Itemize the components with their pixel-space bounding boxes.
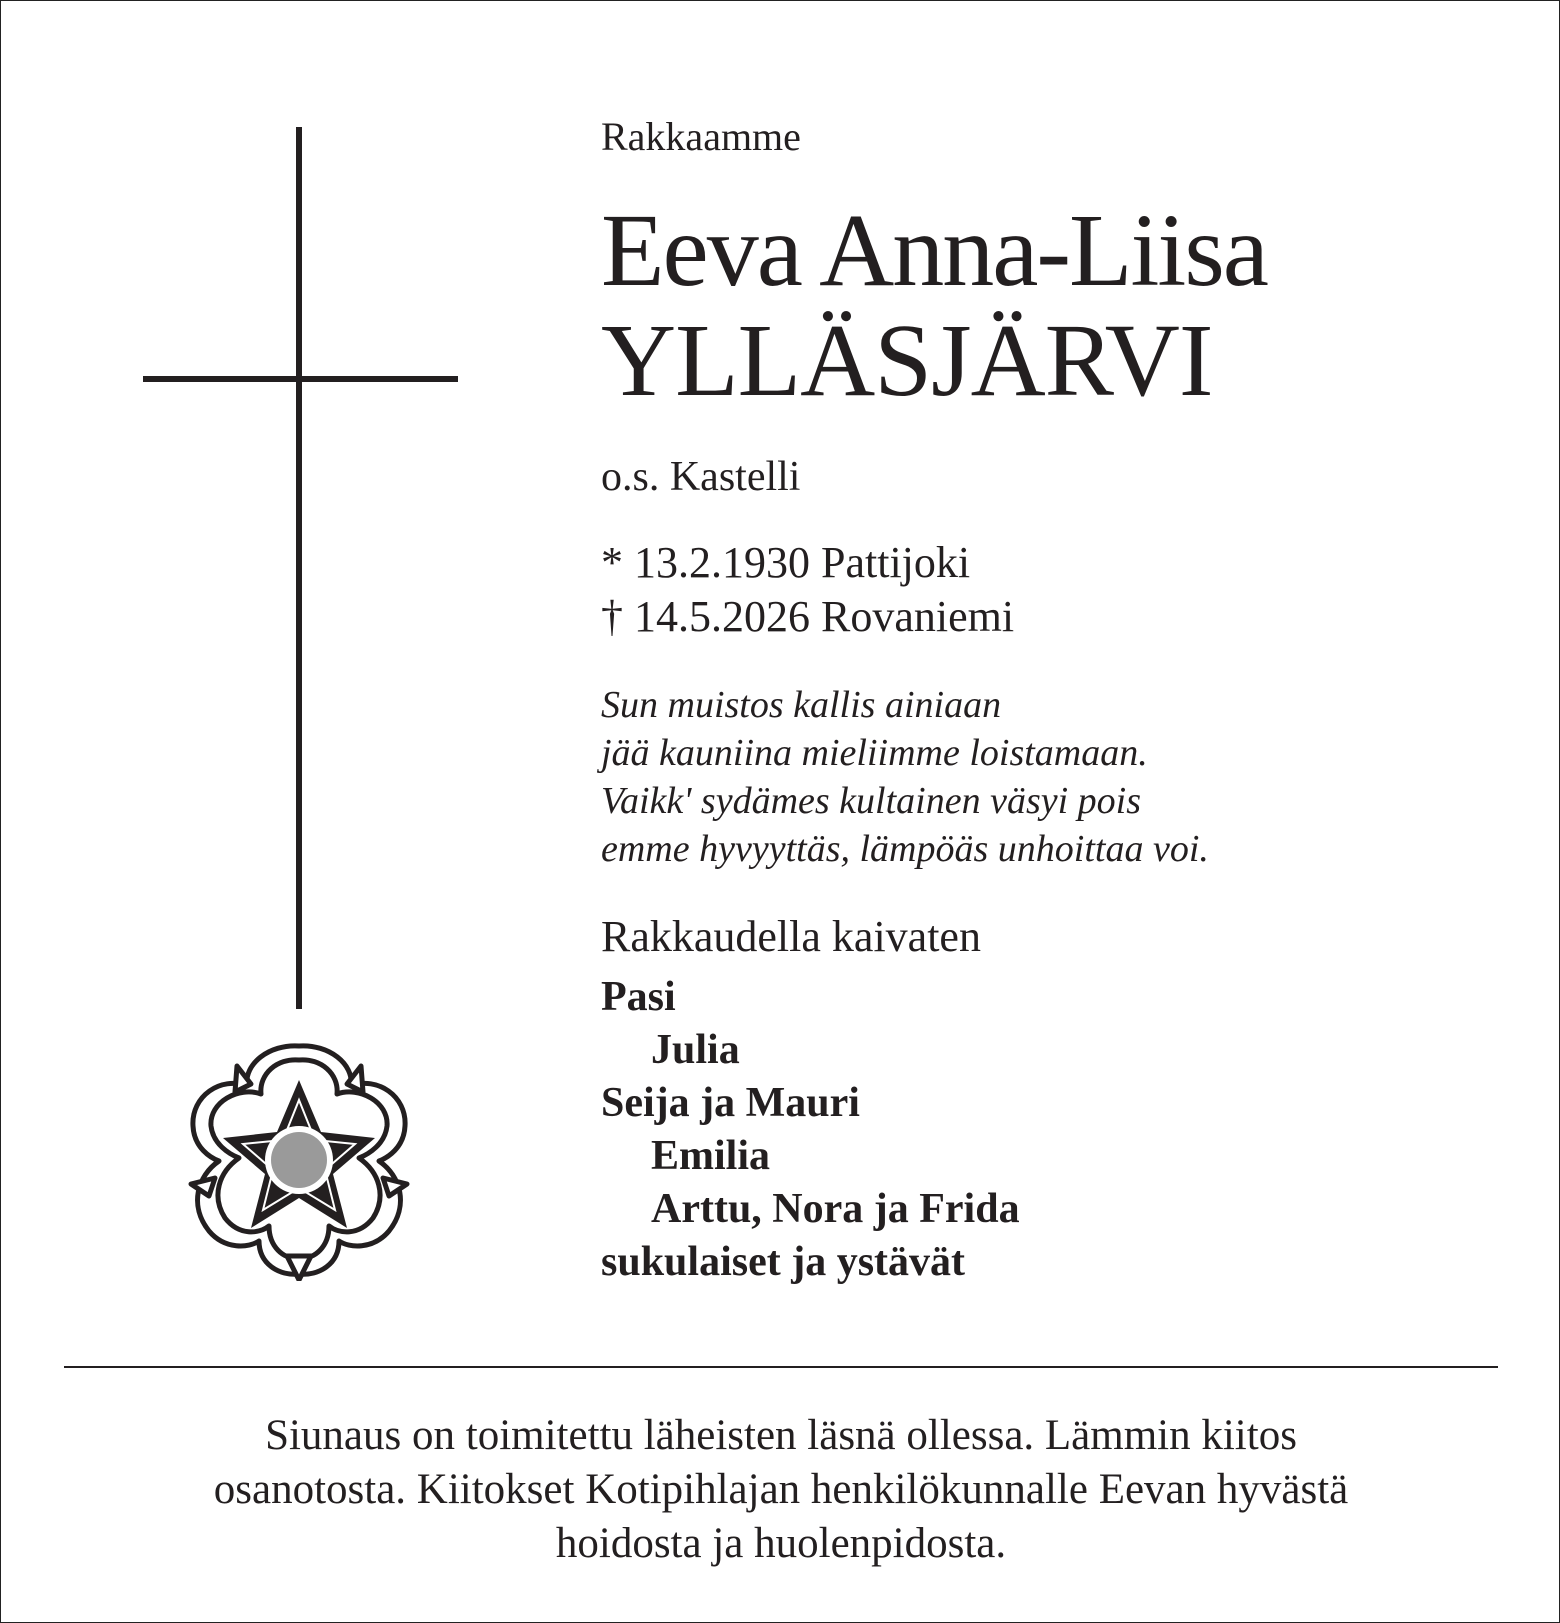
poem-line: jää kauniina mieliimme loistamaan. xyxy=(601,732,1148,774)
section-divider xyxy=(64,1366,1498,1368)
poem-line: emme hyvyyttäs, lämpöäs unhoittaa voi. xyxy=(601,828,1209,870)
footer-line: Siunaus on toimitettu läheisten läsnä ollessa. Lämmin kiitos xyxy=(265,1412,1297,1459)
footer-line: hoidosta ja huolenpidosta. xyxy=(555,1520,1007,1567)
luther-rose-icon xyxy=(179,1036,419,1281)
cross-icon-bar xyxy=(143,376,458,382)
birth-date: * 13.2.1930 Pattijoki xyxy=(601,538,971,587)
poem-line: Vaikk' sydämes kultainen väsyi pois xyxy=(601,780,1141,822)
family-member: Seija ja Mauri xyxy=(601,1080,860,1126)
family-member: Julia xyxy=(651,1027,740,1073)
family-member: Emilia xyxy=(651,1133,771,1179)
memorial-poem xyxy=(601,681,1209,873)
family-member: sukulaiset ja ystävät xyxy=(601,1239,966,1285)
intro-text: Rakkaamme xyxy=(601,114,801,159)
grieving-intro: Rakkaudella kaivaten xyxy=(601,912,981,961)
poem-line: Sun muistos kallis ainiaan xyxy=(601,684,1002,726)
family-member: Arttu, Nora ja Frida xyxy=(651,1186,1020,1232)
death-date: † 14.5.2026 Rovaniemi xyxy=(601,592,1015,641)
family-member: Pasi xyxy=(601,974,676,1020)
maiden-name: o.s. Kastelli xyxy=(601,454,801,500)
family-list xyxy=(601,971,1020,1289)
footer-message xyxy=(61,1409,1501,1571)
surname: YLLÄSJÄRVI xyxy=(601,303,1213,418)
first-names: Eeva Anna-Liisa xyxy=(601,193,1267,308)
cross-icon xyxy=(296,127,302,1009)
life-dates xyxy=(601,536,1014,644)
footer-line: osanotosta. Kiitokset Kotipihlajan henkilökunnalle Eevan hyvästä xyxy=(213,1466,1349,1513)
